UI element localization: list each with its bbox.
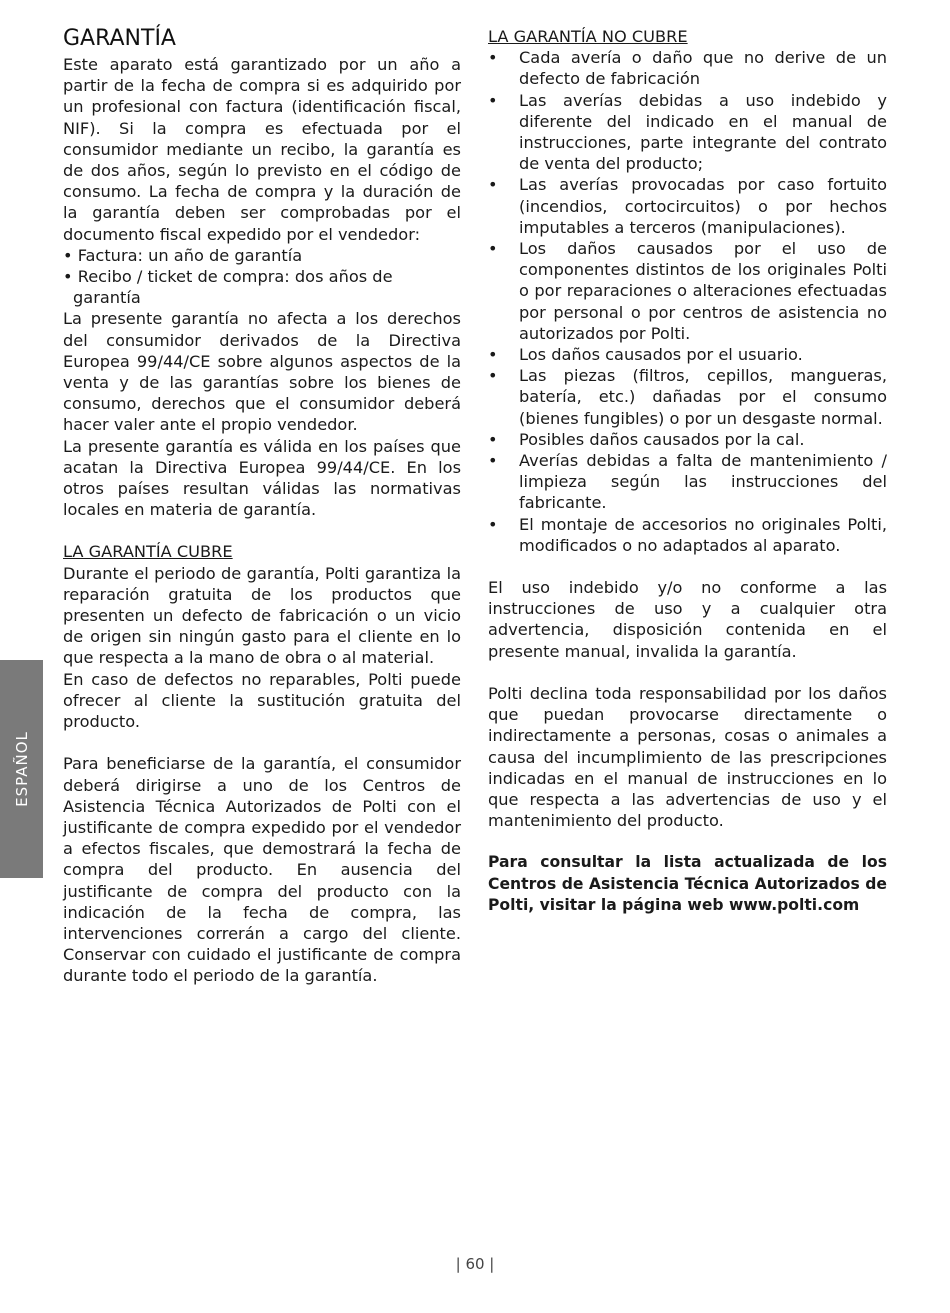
- list-item-text: Los daños causados por el uso de componentes distintos de los originales Polti o por reparaciones o alteraciones efectuadas por personal o por centros de asistencia no autorizados por Polti.: [519, 239, 887, 343]
- validity-paragraph: La presente garantía es válida en los países que acatan la Directiva Europea 99/44/CE. En los otros países resultan válidas las normativas locales en materia de garantía.: [63, 436, 461, 520]
- left-column: [63, 26, 461, 987]
- list-item: [488, 365, 887, 429]
- covers-heading: LA GARANTÍA CUBRE: [63, 542, 233, 562]
- bullet-dot: •: [488, 451, 498, 471]
- language-side-tab: [0, 660, 43, 878]
- consumer-rights-paragraph: La presente garantía no afecta a los derechos del consumidor derivados de la Directiva Europea 99/44/CE sobre algunos aspectos de la venta y de las garantías sobre los bienes de consumo, derechos que el consumidor deberá hacer valer ante el propio vendedor.: [63, 309, 461, 435]
- list-item-text: Las averías debidas a uso indebido y diferente del indicado en el manual de instrucciones, parte integrante del contrato de venta del producto;: [519, 90, 887, 174]
- intro-paragraph: Este aparato está garantizado por un año a partir de la fecha de compra si es adquirido por un profesional con factura (identificación fiscal, NIF). Si la compra es efectuada por el consumidor mediante un recibo, la garantía es de dos años, según lo previsto en el código de consumo. La fecha de compra y la duración de la garantía deben ser comprobadas por el documento fiscal expedido por el vendedor:: [63, 55, 461, 244]
- bullet-dot: •: [488, 429, 498, 449]
- list-item-text: El montaje de accesorios no originales Polti, modificados o no adaptados al aparato.: [519, 514, 887, 555]
- list-item-text: Las averías provocadas por caso fortuito (incendios, cortocircuitos) o por hechos imputables a terceros (manipulaciones).: [519, 175, 887, 237]
- receipt-bullet-continuation: garantía: [73, 288, 141, 308]
- covers-paragraph-2: En caso de defectos no reparables, Polti puede ofrecer al cliente la sustitución gratuita del producto.: [63, 669, 461, 732]
- service-centers-notice: Para consultar la lista actualizada de los Centros de Asistencia Técnica Autorizados de Polti, visitar la página web www.polti.com: [488, 853, 887, 914]
- list-item-text: Averías debidas a falta de mantenimiento / limpieza según las instrucciones del fabricante.: [519, 451, 887, 513]
- list-item-text: Posibles daños causados por la cal.: [519, 429, 805, 449]
- not-covered-list: [488, 47, 887, 556]
- list-item-text: Cada avería o daño que no derive de un defecto de fabricación: [519, 48, 887, 89]
- list-item: [488, 344, 887, 365]
- list-item: [488, 238, 887, 344]
- bullet-dot: •: [488, 514, 498, 534]
- right-column: [488, 26, 887, 916]
- list-item-text: Las piezas (filtros, cepillos, mangueras, batería, etc.) dañadas por el consumo (bienes fungibles) o por un desgaste normal.: [519, 366, 887, 428]
- bullet-dot: •: [488, 175, 498, 195]
- list-item-text: Los daños causados por el usuario.: [519, 345, 803, 365]
- list-item: [488, 90, 887, 175]
- bullet-dot: •: [488, 345, 498, 365]
- covers-paragraph-3: Para beneficiarse de la garantía, el consumidor deberá dirigirse a uno de los Centros de Asistencia Técnica Autorizados de Polti con el justificante de compra expedido por el vendedor a efectos fiscales, que demostrará la fecha de compra del producto. En ausencia del justificante de compra del producto con la indicación de la fecha de compra, las intervenciones correrán a cargo del cliente. Conservar con cuidado el justificante de compra durante todo el periodo de la garantía.: [63, 754, 461, 986]
- list-item: [488, 514, 887, 556]
- liability-paragraph: Polti declina toda responsabilidad por los daños que puedan provocarse directamente o indirectamente a personas, cosas o animales a causa del incumplimiento de las prescripciones indicadas en el manual de instrucciones en lo que respecta a las advertencias de uso y el mantenimiento del producto.: [488, 683, 887, 831]
- misuse-paragraph: El uso indebido y/o no conforme a las instrucciones de uso y a cualquier otra advertencia, disposición contenida en el presente manual, invalida la garantía.: [488, 578, 887, 661]
- invoice-bullet: • Factura: un año de garantía: [63, 245, 303, 265]
- list-item: [488, 429, 887, 450]
- not-covered-heading: LA GARANTÍA NO CUBRE: [488, 27, 688, 46]
- bullet-dot: •: [488, 239, 498, 259]
- page-number: | 60 |: [455, 1255, 495, 1273]
- page-title: GARANTÍA: [63, 26, 176, 51]
- bullet-dot: •: [488, 366, 498, 386]
- receipt-bullet: • Recibo / ticket de compra: dos años de: [63, 267, 393, 287]
- list-item: [488, 450, 887, 514]
- language-label: ESPAÑOL: [12, 731, 31, 807]
- bullet-dot: •: [488, 90, 498, 110]
- list-item: [488, 174, 887, 238]
- bullet-dot: •: [488, 48, 498, 68]
- list-item: [488, 47, 887, 89]
- covers-paragraph-1: Durante el periodo de garantía, Polti garantiza la reparación gratuita de los productos que presenten un defecto de fabricación o un vicio de origen sin ningún gasto para el cliente en lo que respecta a la mano de obra o al material.: [63, 563, 461, 668]
